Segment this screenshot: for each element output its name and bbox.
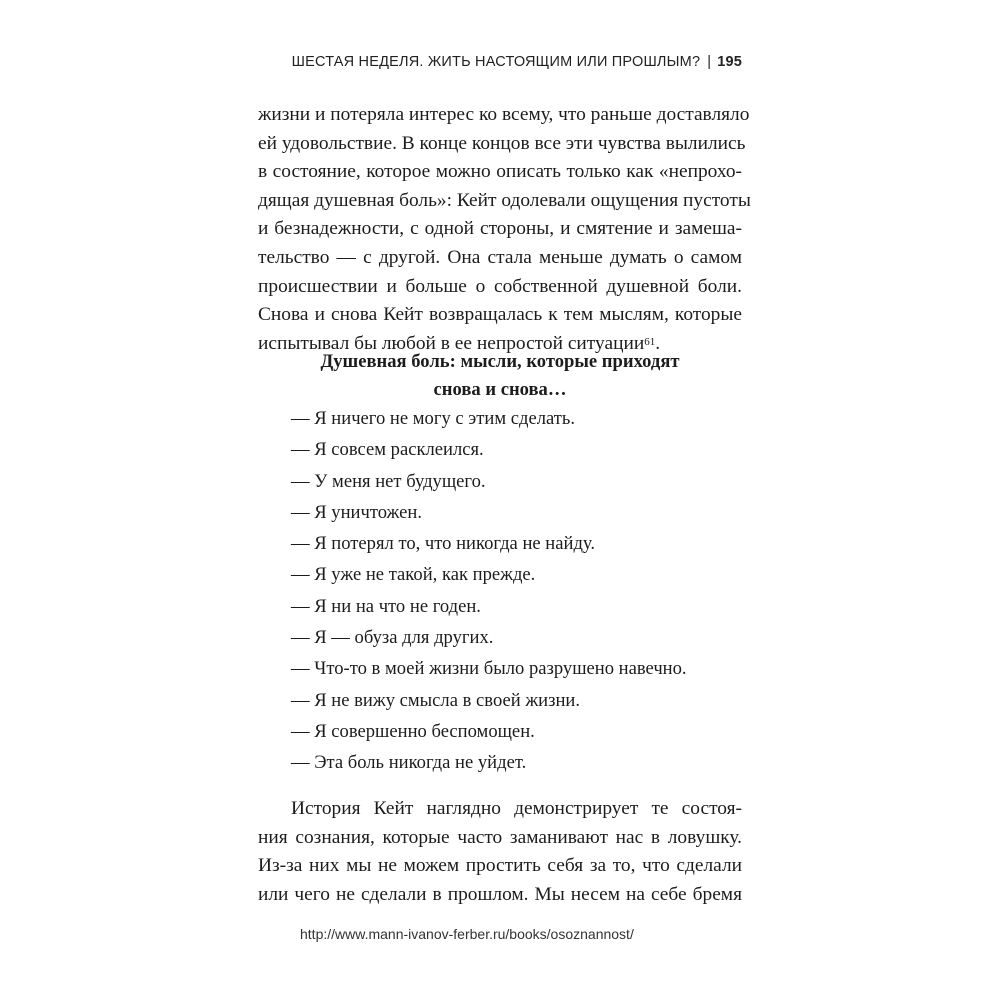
- paragraph-line: и безнадежности, с одной стороны, и смятение и замеша-: [258, 218, 742, 240]
- thought-item: — У меня нет будущего.: [291, 470, 486, 492]
- paragraph-line: тельство — с другой. Она стала меньше думать о самом: [258, 246, 742, 268]
- paragraph-line: Снова и снова Кейт возвращалась к тем мыслям, которые: [258, 304, 742, 326]
- thought-item: — Я совершенно беспомощен.: [291, 720, 535, 742]
- paragraph-line: ния сознания, которые часто заманивают нас в ловушку.: [258, 826, 742, 848]
- thought-item: — Я потерял то, что никогда не найду.: [291, 533, 595, 555]
- thought-item: — Я не вижу смысла в своей жизни.: [291, 689, 581, 711]
- paragraph-story: [258, 795, 742, 909]
- page-number: 195: [717, 54, 742, 70]
- last-line-end: .: [655, 332, 661, 354]
- paragraph-line: в состояние, которое можно описать только как «непрохо-: [258, 161, 742, 183]
- thought-item: — Я уничтожен.: [291, 501, 423, 523]
- thought-item: — Я уже не такой, как прежде.: [291, 564, 536, 586]
- paragraph-line: ей удовольствие. В конце концов все эти чувства вылились: [258, 132, 746, 154]
- paragraph-1: [258, 101, 751, 358]
- header-separator: |: [707, 54, 712, 70]
- thought-item: — Эта боль никогда не уйдет.: [291, 752, 527, 774]
- footnote-reference: 61: [644, 335, 656, 348]
- running-header: [258, 54, 742, 70]
- box-title: [258, 348, 742, 404]
- paragraph-line: жизни и потеряла интерес ко всему, что раньше доставляло: [258, 104, 750, 125]
- box-title-line-2: снова и снова…: [433, 379, 567, 400]
- source-url: http://www.mann-ivanov-ferber.ru/books/osoznannost/: [300, 926, 634, 942]
- paragraph-line: дящая душевная боль»: Кейт одолевали ощущения пустоты: [258, 189, 751, 211]
- paragraph-line: происшествии и больше о собственной душевной боли.: [258, 275, 742, 297]
- last-line-text: испытывал бы любой в ее непростой ситуации: [258, 332, 645, 354]
- thought-item: — Что-то в моей жизни было разрушено навечно.: [291, 658, 687, 680]
- box-title-line-1: Душевная боль: мысли, которые приходят: [320, 351, 680, 372]
- thought-item: — Я ничего не могу с этим сделать.: [291, 408, 576, 429]
- paragraph-continued: [258, 101, 751, 358]
- thoughts-list: [291, 405, 687, 781]
- paragraph-line: История Кейт наглядно демонстрирует те состоя-: [291, 798, 742, 819]
- paragraph-line: Из-за них мы не можем простить себя за то, что сделали: [258, 855, 742, 877]
- chapter-title: ШЕСТАЯ НЕДЕЛЯ. ЖИТЬ НАСТОЯЩИМ ИЛИ ПРОШЛЫМ?: [291, 54, 701, 70]
- thought-item: — Я — обуза для других.: [291, 627, 494, 649]
- thought-item: — Я совсем расклеился.: [291, 439, 484, 461]
- paragraph-line: или чего не сделали в прошлом. Мы несем на себе бремя: [258, 883, 742, 905]
- thought-item: — Я ни на что не годен.: [291, 595, 481, 617]
- paragraph-2: [258, 795, 742, 909]
